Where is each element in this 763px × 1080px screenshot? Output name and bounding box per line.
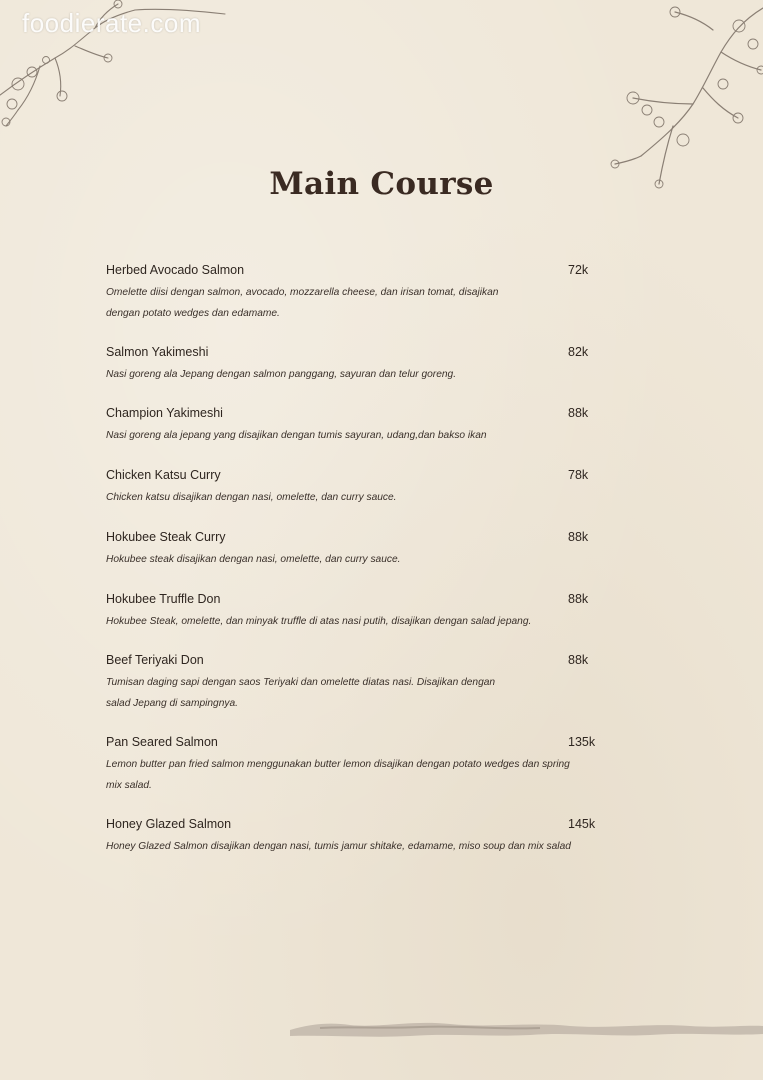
item-name: Salmon Yakimeshi — [106, 345, 209, 359]
item-name: Honey Glazed Salmon — [106, 817, 232, 831]
item-price: 88k — [568, 406, 589, 420]
item-name: Champion Yakimeshi — [106, 406, 223, 420]
item-description-line: Hokubee steak disajikan dengan nasi, omelette, dan curry sauce. — [106, 554, 401, 565]
item-description-line: salad Jepang di sampingnya. — [106, 698, 238, 709]
item-description-line: Nasi goreng ala jepang yang disajikan dengan tumis sayuran, udang,dan bakso ikan — [106, 430, 487, 441]
brush-stroke-icon — [290, 1016, 763, 1040]
item-description — [106, 754, 576, 796]
item-name: Beef Teriyaki Don — [106, 653, 204, 667]
item-description-line: dengan potato wedges dan edamame. — [106, 308, 280, 319]
item-description-line: Omelette diisi dengan salmon, avocado, mozzarella cheese, dan irisan tomat, disajikan — [106, 287, 499, 298]
item-description-line: Tumisan daging sapi dengan saos Teriyaki dan omelette diatas nasi. Disajikan dengan — [106, 677, 496, 688]
item-price: 135k — [568, 735, 596, 749]
item-price: 78k — [568, 468, 589, 482]
item-description — [106, 549, 586, 570]
watermark: foodierate.com — [22, 8, 201, 38]
item-price: 88k — [568, 530, 589, 544]
page-title: Main Course — [269, 166, 494, 202]
item-price: 82k — [568, 345, 589, 359]
item-description-line: Honey Glazed Salmon disajikan dengan nasi, tumis jamur shitake, edamame, miso soup dan mix salad — [106, 841, 571, 852]
item-description-line: Lemon butter pan fried salmon menggunakan butter lemon disajikan dengan potato wedges dan spring — [106, 759, 570, 770]
item-description — [106, 425, 586, 446]
item-name: Herbed Avocado Salmon — [106, 263, 245, 277]
item-description-line: Nasi goreng ala Jepang dengan salmon panggang, sayuran dan telur goreng. — [106, 369, 457, 380]
item-name: Hokubee Truffle Don — [106, 592, 221, 606]
item-name: Chicken Katsu Curry — [106, 468, 221, 482]
item-description — [106, 364, 586, 385]
item-description-line: Hokubee Steak, omelette, dan minyak truffle di atas nasi putih, disajikan dengan salad jepang. — [106, 616, 532, 627]
item-description — [106, 611, 586, 632]
item-description — [106, 672, 586, 714]
item-description — [106, 836, 576, 857]
item-price: 145k — [568, 817, 596, 831]
item-price: 72k — [568, 263, 589, 277]
item-name: Hokubee Steak Curry — [106, 530, 226, 544]
item-description — [106, 487, 586, 508]
item-description-line: mix salad. — [106, 780, 152, 791]
item-name: Pan Seared Salmon — [106, 735, 218, 749]
item-price: 88k — [568, 653, 589, 667]
cherry-blossom-branch-icon — [563, 0, 763, 190]
item-description — [106, 282, 586, 324]
item-price: 88k — [568, 592, 589, 606]
item-description-line: Chicken katsu disajikan dengan nasi, omelette, dan curry sauce. — [106, 492, 397, 503]
